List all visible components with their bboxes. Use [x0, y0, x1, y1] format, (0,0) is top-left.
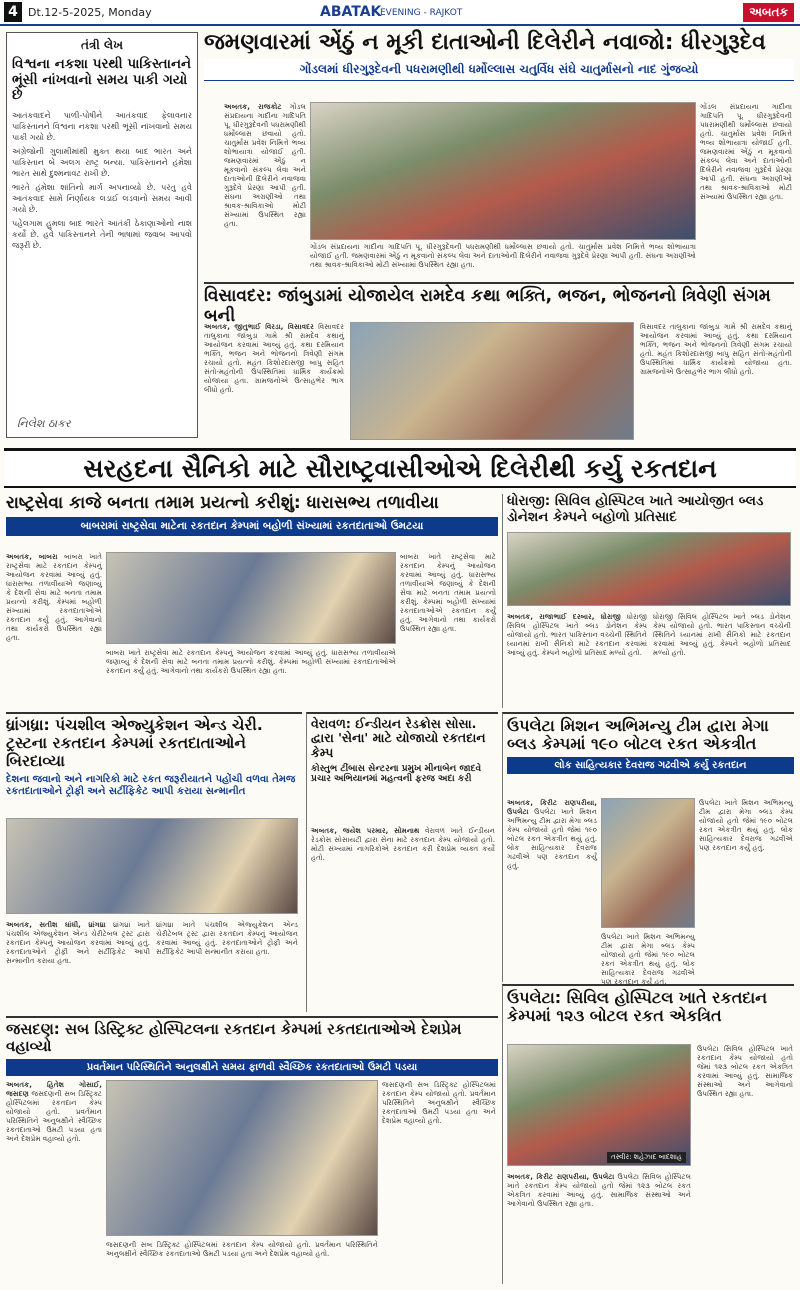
story-headline: ઉપલેટા: સિવિલ હોસ્પિટલ ખાતે રકતદાન કેમ્પમાં ૧૨૩ બોટલ રકત એકત્રિત	[507, 988, 768, 1026]
story-subhead: બાબરામાં રાષ્ટ્રસેવા માટેના રકતદાન કેમ્પમાં બહોળી સંખ્યામાં રકતદાતાઓ ઉમટયા	[6, 517, 498, 536]
story-body-side: જસદણની સબ ડિસ્ટ્રિક્ટ હોસ્પિટલમાં રકતદાન કેમ્પ યોજાયો હતો. પ્રવર્તમાન પરિસ્થિતિને અનુલક્ષીને સ્વૈચ્છિક રકતદાતાઓ ઉમટી પડયા હતા અને દેશપ્રેમ વહાવ્યો હતો.	[382, 1080, 496, 1125]
story-body-continued: બાબરા ખાતે રાષ્ટ્રસેવા માટે રકતદાન કેમ્પનું આયોજન કરવામાં આવ્યું હતું. ધારાસભ્ય તળાવીયાએ જણાવ્યું કે દેશની સેવા માટે બનતા તમામ પ્રયત્નો કરીશું. કેમ્પમાં બહોળી સંખ્યામાં રકતદાતાઓએ રકતદાન કર્યું હતું. આગેવાનો તથા કાર્યકરો ઉપસ્થિત રહ્યા હતા.	[106, 648, 396, 675]
page-header	[0, 0, 800, 26]
story-headline: ઉપલેટા મિશન અભિમન્યુ ટીમ દ્વારા મેગા બ્લડ કેમ્પમાં ૧૯૦ બોટલ રકત એકત્રીત	[507, 716, 769, 754]
news-photo	[601, 798, 695, 928]
story-headline: જસદણ: સબ ડિસ્ટ્રિક્ટ હોસ્પિટલના રકતદાન કેમ્પમાં રકતદાતાઓએ દેશપ્રેમ વહાવ્યો	[6, 1020, 462, 1056]
story-headline: રાષ્ટ્રસેવા કાજે બનતા તમામ પ્રયત્નો કરીશું: ધારાસભ્ય તળાવીયા	[6, 493, 439, 513]
editorial-paragraph: અંગ્રેજોની ગુલામીમાંથી મુક્ત થયા બાદ ભારત અને પાકિસ્તાન બે અલગ રાષ્ટ્ર બન્યા. પાકિસ્તાનને હંમેશા ભારત સાથે દુશ્મનાવટ રાખી છે.	[12, 146, 192, 178]
editorial-paragraph: ભારતે હંમેશા શાંતિનો માર્ગ અપનાવ્યો છે. પરંતુ હવે આતંકવાદ સામે નિર્ણાયક લડાઈ લડવાનો સમય આવી ગયો છે.	[12, 182, 192, 214]
story-dateline: અબતક, હિતેશ ગોસાઈ, જસદણ	[6, 1080, 102, 1098]
paper-logo: અબતક	[743, 3, 794, 22]
story-body-side: ધોરાજી સિવિલ હોસ્પિટલ ખાતે બ્લડ ડોનેશન કેમ્પ યોજાયો હતો. ભારત પાકિસ્તાન વચ્ચેની સ્થિતિને ધ્યાનમાં રાખી સૈનિકો માટે રકતદાન કરવામાં આવ્યું હતું. કેમ્પને બહોળો પ્રતિસાદ મળ્યો હતો.	[653, 612, 791, 657]
story-body	[311, 826, 495, 1012]
story-babra	[6, 494, 498, 708]
story-body-continued: ગોંડલ સંપ્રદાયના ગાદીના ગાદિપતિ પૂ. ધીરગુરૂદેવની પધરામણીથી ધર્મોલ્લાસ છવાયો હતો. ચાતુર્માસ પ્રવેશ નિમિત્તે ભવ્ય શોભાયાત્રા યોજાઈ હતી. જમણવારમાં એંઠું ન મૂકવાનો સંકલ્પ લેવા અને દાતાઓની દિલેરીને નવાજવા ગુરૂદેવે પ્રેરણા આપી હતી. સંઘના અગ્રણીઓ તથા શ્રાવક-શ્રાવિકાઓ મોટી સંખ્યામાં ઉપસ્થિત રહ્યા હતા.	[310, 242, 696, 269]
story-headline: વિસાવદર: જાંબુડામાં યોજાયેલ રામદેવ કથા ભક્તિ, ભજન, ભોજનનો ત્રિવેણી સંગમ બની	[204, 286, 771, 326]
story-body	[6, 1080, 102, 1284]
story-body-side: બાબરા ખાતે રાષ્ટ્રસેવા માટે રકતદાન કેમ્પનું આયોજન કરવામાં આવ્યું હતું. ધારાસભ્ય તળાવીયાએ જણાવ્યું કે દેશની સેવા માટે બનતા તમામ પ્રયત્નો કરીશું. કેમ્પમાં બહોળી સંખ્યામાં રકતદાતાઓએ રકતદાન કર્યું હતું. આગેવાનો તથા કાર્યકરો ઉપસ્થિત રહ્યા હતા.	[400, 552, 496, 633]
story-text: ઉપલેટા સિવિલ હોસ્પિટલ ખાતે રકતદાન કેમ્પ યોજાયો હતો જેમાં ૧૨૩ બોટલ રકત એકત્રિત કરવામાં આવ્યું હતું. સામાજિક સંસ્થાઓ અને આગેવાનો ઉપસ્થિત રહ્યા હતા.	[507, 1172, 692, 1208]
story-body-continued: જસદણની સબ ડિસ્ટ્રિક્ટ હોસ્પિટલમાં રકતદાન કેમ્પ યોજાયો હતો. પ્રવર્તમાન પરિસ્થિતિને અનુલક્ષીને સ્વૈચ્છિક રકતદાતાઓ ઉમટી પડયા હતા અને દેશપ્રેમ વહાવ્યો હતો.	[106, 1240, 378, 1258]
editorial-label: તંત્રી લેખ	[81, 38, 123, 52]
editorial-signature: નિલેશ ઠાકર	[17, 417, 71, 430]
story-upleta-mission	[502, 712, 794, 986]
story-headline: ધ્રાંગધ્રા: પંચશીલ એજ્યુકેશન એન્ડ ચેરી. ટ્રસ્ટના રકતદાન કેમ્પમાં રકતદાતાઓને બિરદાવ્યા	[6, 716, 263, 770]
story-subhead: કોસ્તુભ ટીંબાસ સેન્ટરના પ્રમુખ મીનાબેન જાદવે પ્રચાર અભિયાનમાં મહત્વની ફરજ અદા કરી	[311, 764, 482, 785]
story-text: વિસાવદર તાલુકાના જાંબુડા ગામે શ્રી રામદેવ કથાનું આયોજન કરવામાં આવ્યું હતું. કથા દરમિયાન ભક્તિ, ભજન અને ભોજનનો ત્રિવેણી સંગમ રચાયો હતો. મહંત કિશોરદાસજી બાપુ સહિત સંતો-મહંતોની ઉપસ્થિતિમાં ધાર્મિક કાર્યક્રમો યોજાયા હતા. ગ્રામજનોએ ઉત્સાહભેર ભાગ લીધો હતો.	[204, 322, 344, 394]
story-text: ગોંડલ સંપ્રદાયના ગાદીના ગાદિપતિ પૂ. ધીરગુરૂદેવની પધરામણીથી ધર્મોલ્લાસ છવાયો હતો. ચાતુર્માસ પ્રવેશ નિમિત્તે ભવ્ય શોભાયાત્રા યોજાઈ હતી. જમણવારમાં એંઠું ન મૂકવાનો સંકલ્પ લેવા અને દાતાઓની દિલેરીને નવાજવા ગુરૂદેવે પ્રેરણા આપી હતી. સંઘના અગ્રણીઓ તથા શ્રાવક-શ્રાવિકાઓ મોટી સંખ્યામાં ઉપસ્થિત રહ્યા હતા.	[224, 102, 307, 228]
paper-name: ABATAK	[320, 4, 382, 20]
banner-headline: સરહદના સૈનિકો માટે સૌરાષ્ટ્રવાસીઓએ દિલેરીથી કર્યુ રકતદાન	[83, 454, 717, 483]
paper-edition: EVENING - RAJKOT	[380, 8, 463, 18]
editorial-body	[12, 110, 192, 251]
story-dateline: અબતક, બાબરા	[6, 552, 58, 561]
page-number: 4	[4, 2, 22, 22]
story-body-side: ઉપલેટા ખાતે મિશન અભિમન્યુ ટીમ દ્વારા મેગા બ્લડ કેમ્પ યોજાયો હતો જેમાં ૧૯૦ બોટલ રકત એકત્રીત થયું હતું. લોક સાહિત્યકાર દેવરાજ ગઢવીએ પણ રકતદાન કર્યું હતું.	[699, 798, 793, 852]
story-headline: વેરાવળ: ઈન્ડીયન રેડક્રોસ સોસા. દ્વારા 'સેના' માટે યોજાયો રકતદાન કેમ્પ	[311, 716, 486, 760]
editorial-paragraph: પહેલગામ હુમલા બાદ ભારતે આતંકી ઠેકાણાઓનો નાશ કર્યો છે. હવે પાકિસ્તાનને તેની ભાષામાં જવાબ આપવો જરૂરી છે.	[12, 218, 192, 250]
story-dhoraji	[502, 494, 794, 708]
story-dateline: અબતક, સતીશ ઘાંઘી, ધ્રાંગધ્રા	[6, 920, 106, 929]
story-subhead: લોક સાહિત્યકાર દેવરાજ ગઢવીએ કર્યુ રકતદાન	[507, 757, 794, 774]
story-text: ધોરાજી સિવિલ હોસ્પિટલ ખાતે બ્લડ ડોનેશન કેમ્પ યોજાયો હતો. ભારત પાકિસ્તાન વચ્ચેની સ્થિતિને ધ્યાનમાં રાખી સૈનિકો માટે રકતદાન કરવામાં આવ્યું હતું. કેમ્પને બહોળો પ્રતિસાદ મળ્યો હતો.	[507, 612, 647, 657]
section-banner	[4, 448, 796, 488]
photo-credit: તસ્વીર: શહેઝાદ બાદશાહ	[607, 1152, 686, 1163]
news-photo	[6, 818, 298, 914]
story-body	[204, 322, 344, 440]
story-dateline: અબતક, જીતુભાઈ વિરડા, વિસાવદર	[204, 322, 314, 331]
story-text: ધ્રાંગધ્રા ખાતે પંચશીલ એજ્યુકેશન એન્ડ ચેરીટેબલ ટ્રસ્ટ દ્વારા રકતદાન કેમ્પનું આયોજન કરવામાં આવ્યું હતું. રકતદાતાઓને ટ્રોફી અને સર્ટીફિકેટ આપી સન્માનીત કરાયા હતા.	[6, 920, 150, 965]
story-veraval	[306, 712, 498, 1012]
story-body	[224, 102, 306, 272]
story-text: જસદણની સબ ડિસ્ટ્રિક્ટ હોસ્પિટલમાં રકતદાન કેમ્પ યોજાયો હતો. પ્રવર્તમાન પરિસ્થિતિને અનુલક્ષીને સ્વૈચ્છિક રકતદાતાઓ ઉમટી પડયા હતા અને દેશપ્રેમ વહાવ્યો હતો.	[6, 1089, 102, 1143]
story-body-continued: ઉપલેટા ખાતે મિશન અભિમન્યુ ટીમ દ્વારા મેગા બ્લડ કેમ્પ યોજાયો હતો જેમાં ૧૯૦ બોટલ રકત એકત્રીત થયું હતું. લોક સાહિત્યકાર દેવરાજ ગઢવીએ પણ રકતદાન કર્યું હતું.	[601, 932, 695, 986]
story-headline: ધોરાજી: સિવિલ હોસ્પિટલ ખાતે આયોજીત બ્લડ ડોનેશન કેમ્પને બહોળો પ્રતિસાદ	[507, 493, 764, 525]
story-body	[6, 920, 150, 1012]
editorial-paragraph: આતંકવાદને પાળી-પોષીને આતંકવાદ ફેલાવનાર પાકિસ્તાનને વિશ્વના નકશા પરથી ભૂંસી નાંખવાનો સમય પાકી ગયો છે.	[12, 110, 192, 142]
story-dateline: અબતક, જયેશ પરમાર, સોમનાથ	[311, 826, 420, 835]
story-body	[507, 1172, 691, 1282]
story-body-side: ઉપલેટા સિવિલ હોસ્પિટલ ખાતે રકતદાન કેમ્પ યોજાયો હતો જેમાં ૧૨૩ બોટલ રકત એકત્રિત કરવામાં આવ્યું હતું. સામાજિક સંસ્થાઓ અને આગેવાનો ઉપસ્થિત રહ્યા હતા.	[697, 1044, 793, 1098]
story-text: વેરાવળ ખાતે ઈન્ડીયન રેડક્રોસ સોસાયટી દ્વારા સેના માટે રકતદાન કેમ્પ યોજાયો હતો. મોટી સંખ્યામાં નાગરિકોએ રકતદાન કરી દેશપ્રેમ વ્યક્ત કર્યો હતો.	[311, 826, 495, 862]
story-jambuda	[204, 282, 794, 442]
story-body	[6, 552, 102, 702]
issue-date: Dt.12-5-2025, Monday	[28, 6, 152, 19]
story-body-side: ગોંડલ સંપ્રદાયના ગાદીના ગાદિપતિ પૂ. ધીરગુરૂદેવની પધરામણીથી ધર્મોલ્લાસ છવાયો હતો. ચાતુર્માસ પ્રવેશ નિમિત્તે ભવ્ય શોભાયાત્રા યોજાઈ હતી. જમણવારમાં એંઠું ન મૂકવાનો સંકલ્પ લેવા અને દાતાઓની દિલેરીને નવાજવા ગુરૂદેવે પ્રેરણા આપી હતી. સંઘના અગ્રણીઓ તથા શ્રાવક-શ્રાવિકાઓ મોટી સંખ્યામાં ઉપસ્થિત રહ્યા હતા.	[700, 102, 792, 201]
editorial-title: વિશ્વના નકશા પરથી પાકિસ્તાનને ભૂંસી નાંખવાનો સમય પાકી ગયો છે	[12, 56, 192, 104]
story-headline: જમણવારમાં એંઠું ન મૂકી દાતાઓની દિલેરીને નવાજો: ધીરગુરૂદેવ	[204, 30, 766, 55]
news-photo	[106, 1080, 378, 1236]
story-subhead: ગોંડલમાં ધીરગુરૂદેવની પધરામણીથી ધર્મોલ્લાસ ચતુર્વિધ સંઘે ચાતુર્માસનો નાદ ગુંજવ્યો	[204, 59, 794, 81]
story-text: બાબરા ખાતે રાષ્ટ્રસેવા માટે રકતદાન કેમ્પનું આયોજન કરવામાં આવ્યું હતું. ધારાસભ્ય તળાવીયાએ જણાવ્યું કે દેશની સેવા માટે બનતા તમામ પ્રયત્નો કરીશું. કેમ્પમાં બહોળી સંખ્યામાં રકતદાતાઓએ રકતદાન કર્યું હતું. આગેવાનો તથા કાર્યકરો ઉપસ્થિત રહ્યા હતા.	[6, 552, 102, 642]
story-dateline: અબતક, કિરીટ રાણપરીયા, ઉપલેટા	[507, 1172, 615, 1181]
story-body-side: વિસાવદર તાલુકાના જાંબુડા ગામે શ્રી રામદેવ કથાનું આયોજન કરવામાં આવ્યું હતું. કથા દરમિયાન ભક્તિ, ભજન અને ભોજનનો ત્રિવેણી સંગમ રચાયો હતો. મહંત કિશોરદાસજી બાપુ સહિત સંતો-મહંતોની ઉપસ્થિતિમાં ધાર્મિક કાર્યક્રમો યોજાયા હતા. ગ્રામજનોએ ઉત્સાહભેર ભાગ લીધો હતો.	[640, 322, 792, 376]
story-dhirgurudev	[204, 30, 794, 280]
news-photo	[310, 102, 696, 240]
story-body	[507, 798, 597, 980]
editorial-column	[6, 32, 198, 438]
story-body	[507, 612, 647, 704]
story-text: ઉપલેટા ખાતે મિશન અભિમન્યુ ટીમ દ્વારા મેગા બ્લડ કેમ્પ યોજાયો હતો જેમાં ૧૯૦ બોટલ રકત એકત્રીત થયું હતું. લોક સાહિત્યકાર દેવરાજ ગઢવીએ પણ રકતદાન કર્યું હતું.	[507, 807, 597, 870]
story-subhead: દેશના જવાનો અને નાગરિકો માટે રકત જરૂરીયાતને પહોંચી વળવા તેમજ રકતદાતાઓને ટ્રોફી અને સર્ટીફિકેટ આપી કરાયા સન્માનીત	[6, 774, 296, 797]
story-jasdan	[6, 1016, 498, 1284]
story-dateline: અબતક, રાજાભાઈ દરબાર, ધોરાજી	[507, 612, 621, 621]
story-subhead: પ્રવર્તમાન પરિસ્થિતિને અનુલક્ષીને સમય ફાળવી સ્વૈચ્છિક રકતદાતાઓ ઉમટી પડયા	[6, 1059, 498, 1076]
story-dhrangadhra	[6, 712, 302, 1012]
story-dateline: અબતક, રાજકોટ	[224, 102, 282, 111]
story-dateline: અબતક, કિરીટ રાણપરીયા, ઉપલેટા	[507, 798, 597, 816]
news-photo	[350, 322, 634, 440]
news-photo	[106, 552, 396, 644]
story-upleta-civil	[502, 984, 794, 1284]
news-photo	[507, 532, 791, 606]
news-photo	[507, 1044, 691, 1166]
story-body-side: ધ્રાંગધ્રા ખાતે પંચશીલ એજ્યુકેશન એન્ડ ચેરીટેબલ ટ્રસ્ટ દ્વારા રકતદાન કેમ્પનું આયોજન કરવામાં આવ્યું હતું. રકતદાતાઓને ટ્રોફી અને સર્ટીફિકેટ આપી સન્માનીત કરાયા હતા.	[156, 920, 298, 956]
